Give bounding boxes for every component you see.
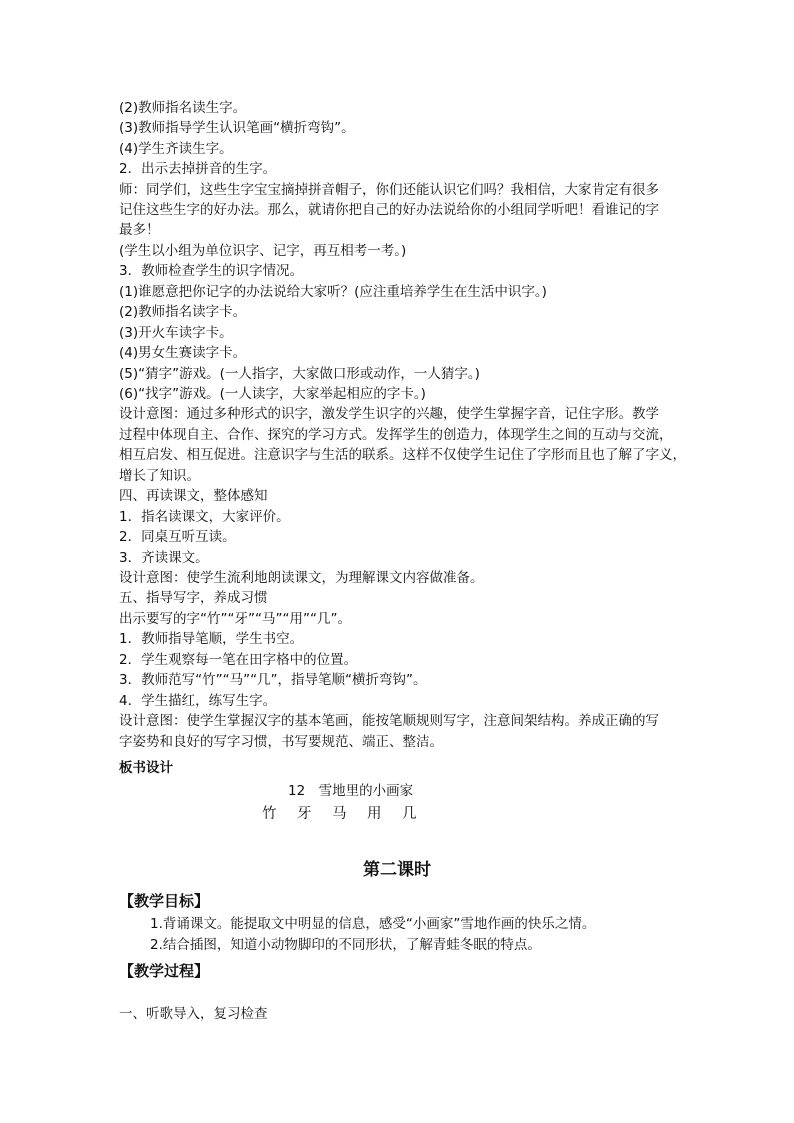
paragraph-line: (3)开火车读字卡。 [119,325,233,341]
section-heading: 四、再读课文，整体感知 [119,488,268,504]
board-char: 马 [332,806,347,822]
board-char: 牙 [297,806,312,822]
paragraph-line: 4．学生描红，练写生字。 [119,693,277,709]
paragraph-line: 1．指名读课文，大家评价。 [119,509,290,525]
paragraph-line: 出示要写的字“竹”“牙”“马”“用”“几”。 [119,611,351,627]
paragraph-line: 1．教师指导笔顺，学生书空。 [119,631,304,647]
paragraph-line: (5)“猜字”游戏。(一人指字，大家做口形或动作，一人猜字。) [119,366,480,382]
paragraph-line: 2．出示去掉拼音的生字。 [119,161,277,177]
lesson-title: 第二课时 [363,860,431,880]
paragraph-line: 设计意图：通过多种形式的识字，激发学生识字的兴趣，使学生掌握字音，记住字形。教学 [119,406,659,422]
paragraph-line: (4)学生齐读生字。 [119,141,233,157]
paragraph-line: (4)男女生赛读字卡。 [119,345,247,361]
paragraph-line: 2．同桌互听互读。 [119,529,236,545]
paragraph-line: 师：同学们，这些生字宝宝摘掉拼音帽子，你们还能认识它们吗？我相信，大家肯定有很多 [119,182,659,198]
board-char: 用 [367,806,382,822]
board-char: 竹 [262,806,277,822]
paragraph-line: 3．教师范写“竹”“马”“几”，指导笔顺“横折弯钩”。 [119,672,427,688]
process-heading: 【教学过程】 [119,962,210,980]
goal-item: 2.结合插图，知道小动物脚印的不同形状，了解青蛙冬眠的特点。 [150,937,541,953]
paragraph-line: 字姿势和良好的写字习惯，书写要规范、端正、整洁。 [119,734,443,750]
board-title: 12 雪地里的小画家 [288,783,414,799]
paragraph-line: 增长了知识。 [119,468,200,484]
process-step: 一、听歌导入，复习检查 [119,1006,268,1022]
paragraph-line: 设计意图：使学生流利地朗读课文，为理解课文内容做准备。 [119,570,484,586]
paragraph-line: 相互启发、相互促进。注意识字与生活的联系。这样不仅使学生记住了字形而且也了解了字义， [119,447,686,463]
goal-item: 1.背诵课文。能提取文中明显的信息，感受“小画家”雪地作画的快乐之情。 [150,916,596,932]
paragraph-line: 3．齐读课文。 [119,550,209,566]
paragraph-line: (3)教师指导学生认识笔画“横折弯钩”。 [119,120,355,136]
paragraph-line: 过程中体现自主、合作、探究的学习方式。发挥学生的创造力，体现学生之间的互动与交流， [119,427,673,443]
paragraph-line: (学生以小组为单位识字、记字，再互相考一考。) [119,243,407,259]
paragraph-line: 2．学生观察每一笔在田字格中的位置。 [119,652,358,668]
paragraph-line: (1)谁愿意把你记字的办法说给大家听？(应注重培养学生在生活中识字。) [119,284,547,300]
paragraph-line: (2)教师指名读生字。 [119,100,247,116]
paragraph-line: 3．教师检查学生的识字情况。 [119,263,304,279]
paragraph-line: 设计意图：使学生掌握汉字的基本笔画，能按笔顺规则写字，注意间架结构。养成正确的写 [119,713,659,729]
paragraph-line: (2)教师指名读字卡。 [119,304,247,320]
goals-heading: 【教学目标】 [119,892,210,910]
board-characters [262,804,437,824]
paragraph-line: 记住这些生字的好办法。那么，就请你把自己的好办法说给你的小组同学听吧！看谁记的字 [119,202,659,218]
paragraph-line: (6)“找字”游戏。(一人读字，大家举起相应的字卡。) [119,386,426,402]
board-design-heading: 板书设计 [119,760,173,776]
board-char: 几 [402,806,417,822]
section-heading: 五、指导写字，养成习惯 [119,590,268,606]
paragraph-line: 最多！ [119,222,160,238]
